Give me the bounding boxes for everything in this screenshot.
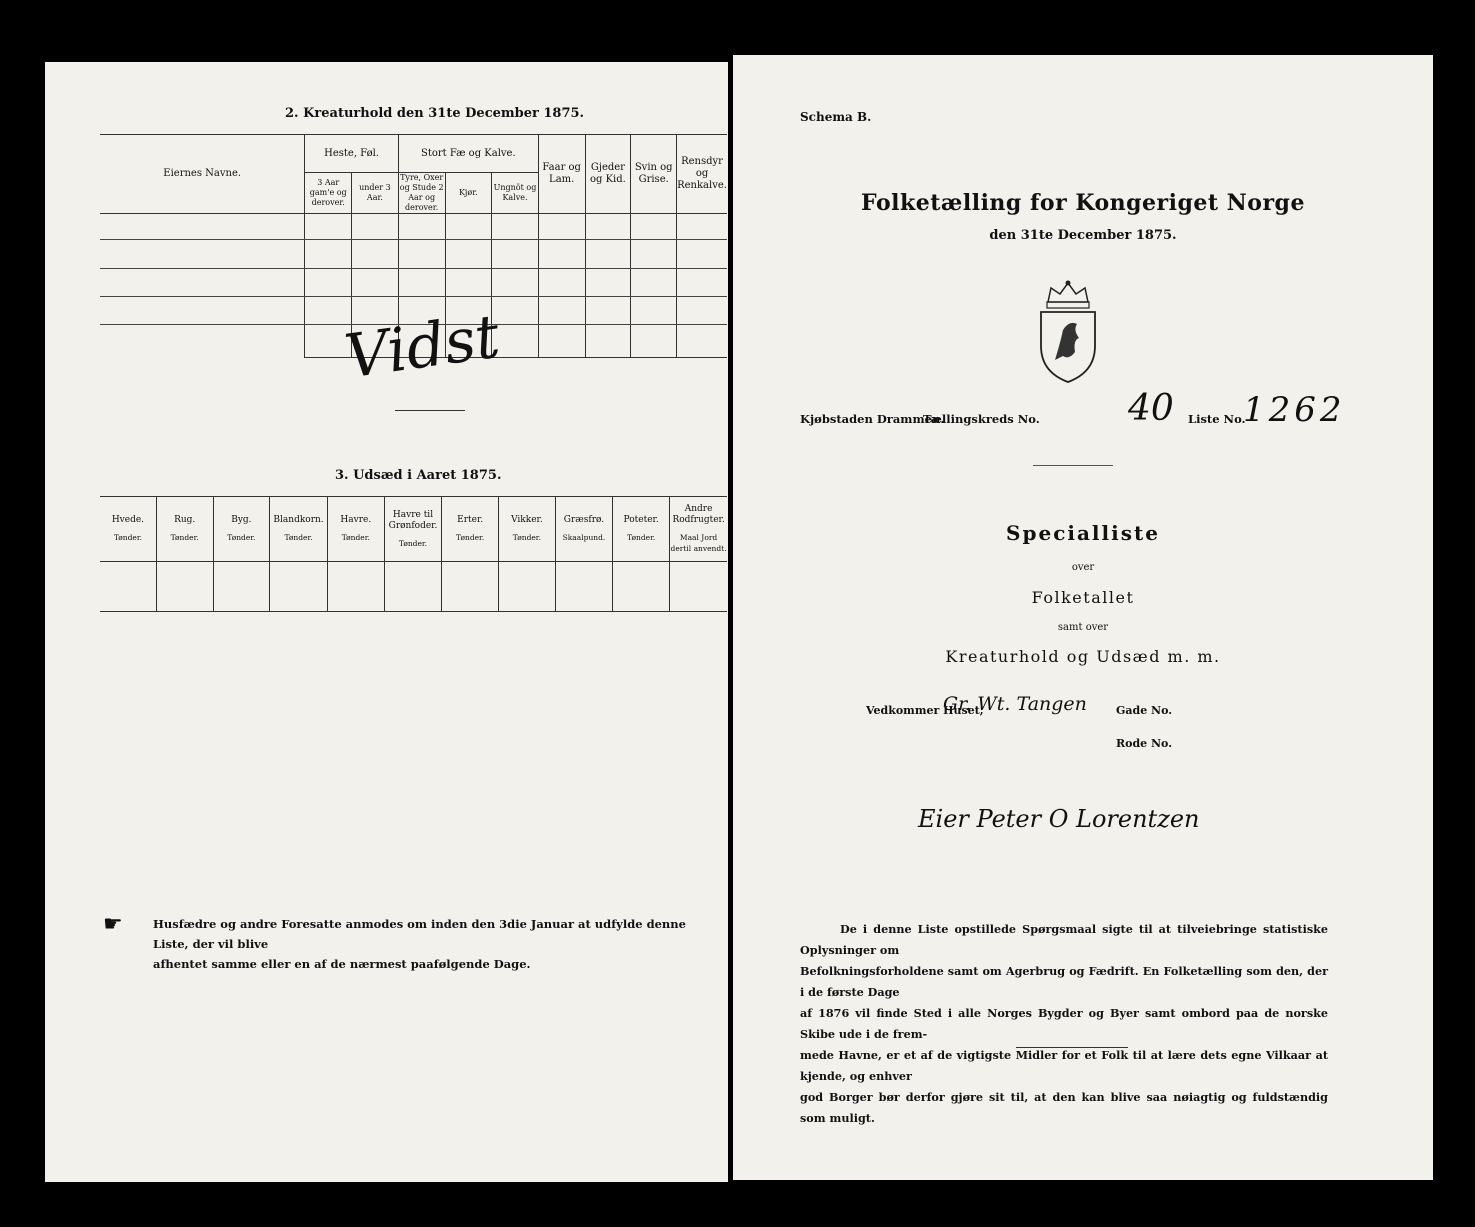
crop-name: Poteter. [623,515,659,525]
kreds-label: Tællingskreds No. [923,412,1040,426]
vedkommer-label: Vedkommer Huset, [866,704,984,717]
crop-header-cell [555,497,612,562]
notice-line-2: afhentet samme eller en af de nærmest paafølgende Dage. [153,957,531,971]
notice-line-1: Husfædre og andre Foresatte anmodes om inden den 3die Januar at udfylde denne Liste, der vil blive [153,917,686,951]
crop-value-cell [613,562,670,612]
form-date: den 31te December 1875. [989,228,1177,243]
stort-col-3: Ungnöt og Kalve. [492,173,539,214]
table-row-line [100,268,727,269]
crop-unit: Tønder. [227,533,256,542]
crop-value-cell [670,562,727,612]
over-text: over [1071,562,1095,573]
samt-over-text: samt over [1057,622,1109,633]
crop-value-cell [384,562,442,612]
notice [153,914,713,974]
explanation-paragraph [800,919,1328,1129]
para-line: god Borger bør derfor gjøre sit til, at den kan blive saa nøiagtig og fuldstændig som muligt. [800,1090,1328,1125]
crops-body-row [100,562,727,612]
crop-value-cell [327,562,384,612]
section2-title: 2. Kreaturhold den 31te December 1875. [285,106,585,121]
crop-name: Havre. [340,515,372,525]
coat-of-arms-icon [1033,280,1103,385]
crop-value-cell [498,562,555,612]
bottom-divider [1016,1047,1128,1048]
crop-unit: Tønder. [627,533,656,542]
kreds-value: 40 [1128,388,1174,429]
rode-label: Rode No. [1116,737,1173,750]
section3-title: 3. Udsæd i Aaret 1875. [335,468,502,483]
crop-name: Græsfrø. [563,515,605,525]
crop-unit: Tønder. [284,533,313,542]
liste-label: Liste No. [1188,412,1246,426]
para-line: De i denne Liste opstillede Spørgsmaal sigte til at tilveiebringe statistiske Oplysninger om [800,922,1328,957]
crop-unit: Tønder. [170,533,199,542]
crop-value-cell [213,562,270,612]
crop-header-cell [384,497,442,562]
stort-col-1: Tyre, Oxer og Stude 2 Aar og derover. [399,173,444,212]
crop-header-cell [442,497,499,562]
form-title: Folketælling for Kongeriget Norge [861,190,1305,216]
signature-underline [395,410,465,411]
owner-col-header: Eiernes Navne. [100,135,305,214]
crop-unit: Tønder. [456,533,485,542]
crop-value-cell [442,562,499,612]
crop-value-cell [100,562,156,612]
table-row-line [100,239,727,240]
crop-header-cell [156,497,213,562]
crop-header-cell [327,497,384,562]
crop-unit: Tønder. [341,533,370,542]
heste-group-header: Heste, Føl. [305,135,398,173]
rensdyr-col-header: Rensdyr og Renkalve. [677,135,727,214]
heste-col-2: under 3 Aar. [352,173,399,214]
crops-table [100,496,727,612]
para-line: Befolkningsforholdene samt om Agerbrug og Fædrift. En Folketælling som den, der i de første Dage [800,964,1328,999]
table-row-line [100,296,727,297]
stort-col-2: Kjør. [445,173,492,214]
signature: Vidst [340,301,504,393]
crop-name: Blandkorn. [273,515,324,525]
left-page [45,62,728,1182]
crop-name: Havre til Grønfoder. [388,509,438,531]
para-line: mede Havne, er et af de vigtigste Midler for et Folk til at lære dets egne Vilkaar at kjende, og enhver [800,1048,1328,1083]
crop-unit: Tønder. [398,538,428,548]
crop-name: Vikker. [511,515,543,525]
crop-header-cell [213,497,270,562]
crops-header-row [100,497,727,562]
crop-unit: Maal Jord dertil anvendt. [670,533,727,553]
crop-header-cell [613,497,670,562]
divider [1033,465,1113,466]
folketallet-heading: Folketallet [1031,588,1135,607]
schema-label: Schema B. [800,110,872,124]
house-value: Gr. Wt. Tangen [943,693,1087,715]
para-line: af 1876 vil finde Sted i alle Norges Bygder og Byer samt ombord paa de norske Skibe ude i de frem- [800,1006,1328,1041]
faar-col-header: Faar og Lam. [538,135,585,214]
heste-col-1: 3 Aar gam'e og derover. [305,173,352,214]
kreaturhold-heading: Kreaturhold og Udsæd m. m. [945,647,1221,666]
crop-value-cell [156,562,213,612]
crop-value-cell [270,562,328,612]
svin-col-header: Svin og Grise. [631,135,677,214]
crop-header-cell [498,497,555,562]
crop-name: Hvede. [111,515,145,525]
crop-header-cell [670,497,727,562]
crop-name: Byg. [231,515,252,525]
town-label: Kjøbstaden Drammen. [800,412,945,426]
crop-header-cell [100,497,156,562]
crop-value-cell [555,562,612,612]
crop-name: Andre Rodfrugter. [672,504,725,525]
stort-group-header: Stort Fæ og Kalve. [398,135,538,173]
crop-header-cell [270,497,328,562]
crop-unit: Tønder. [113,533,142,542]
crop-name: Erter. [457,515,484,525]
gjeder-col-header: Gjeder og Kid. [585,135,631,214]
crop-unit: Skaalpund. [562,533,606,542]
pointing-hand-icon: ☛ [103,912,123,937]
specialliste-heading: Specialliste [1006,521,1160,545]
crop-unit: Tønder. [512,533,541,542]
liste-value: 1262 [1243,390,1346,430]
right-page [733,55,1433,1180]
owner-handwritten: Eier Peter O Lorentzen [918,805,1200,833]
gade-label: Gade No. [1116,704,1173,717]
crop-name: Rug. [174,515,196,525]
